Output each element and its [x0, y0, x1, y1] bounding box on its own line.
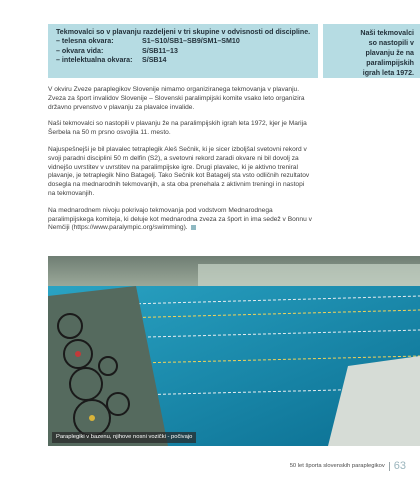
info-box-title: Tekmovalci so v plavanju razdeljeni v tri skupine v odvisnosti od discipline. — [56, 28, 311, 36]
end-of-article-mark — [191, 225, 196, 230]
category-name: – intelektualna okvara: — [56, 55, 133, 64]
category-value: S/SB14 — [142, 55, 167, 64]
category-value: S/SB11–13 — [142, 46, 178, 55]
category-name: – telesna okvara: — [56, 37, 114, 46]
article-paragraph-last — [48, 207, 312, 233]
article-paragraph: V okviru Zveze paraplegikov Slovenije nimamo organiziranega tekmovanja v plavanju. Zveza za šport invalidov Slovenije – Slovenski paralimpijski komite vsako leto organizira državno prvenstvo v plavanju za plavalce invalide. — [48, 86, 305, 111]
category-row — [56, 47, 312, 56]
info-box — [48, 24, 318, 78]
side-note-line: Naši tekmovalci — [360, 29, 414, 37]
category-row — [56, 56, 312, 65]
category-name: – okvara vida: — [56, 46, 104, 55]
footer-divider — [389, 462, 390, 471]
side-note-line: igrah leta 1972. — [362, 69, 414, 77]
category-row — [56, 37, 312, 46]
category-value: S1–S10/SB1–SB9/SM1–SM10 — [142, 37, 240, 46]
article-paragraph: Najuspešnejši je bil plavalec tetraplegik Aleš Sečnik, ki je sicer izboljšal svetovni rekord v svoji paradni disciplini 50 m delfin (S2), a svetovni rekord zaradi okvare ni bil dovolj za vidnejšo uvrstitev v uvrstitev na paralimpijske igre. Drugi plavalec, ki je aktivno treniral plavanje, je tetraplegik Nino Batagelj. Tako Sečnik kot Batagelj sta vsto odličnih rezultatov dosegla na mednarodnih tekmovanjih, a sta oba prenehala z aktivnim treningi in nastopi na tekmovanjih. — [48, 145, 310, 197]
pool-photo-illustration — [48, 256, 420, 446]
article-paragraph: Naši tekmovalci so nastopili v plavanju že na paralimpijskih igrah leta 1972, kjer je Marija Šerbela na 50 m prsno osvojila 11. mesto. — [48, 120, 307, 137]
side-note-line: paralimpijskih — [366, 59, 414, 67]
footer-title: 50 let športa slovenskih paraplegikov — [289, 463, 385, 469]
side-note-box — [323, 24, 420, 78]
side-note-line: so nastopili v — [368, 39, 414, 47]
article-paragraph-text: Na mednarodnem nivoju pokrivajo tekmovanja pod vodstvom Mednarodnega paralimpijskega komiteja, ki deluje kot mednarodna zveza za šport in ima sedež v Bonnu v Nemčiji (https://www.paralympic.org/swimming). — [48, 206, 312, 232]
photo-caption: Paraplegiki v bazenu, njihove nosni vozički - počivajo — [52, 432, 196, 443]
pool-photo — [48, 256, 420, 446]
page-footer — [290, 460, 406, 472]
article-body — [48, 86, 312, 241]
page-number: 63 — [393, 460, 406, 472]
side-note-line: plavanju že na — [365, 49, 414, 57]
